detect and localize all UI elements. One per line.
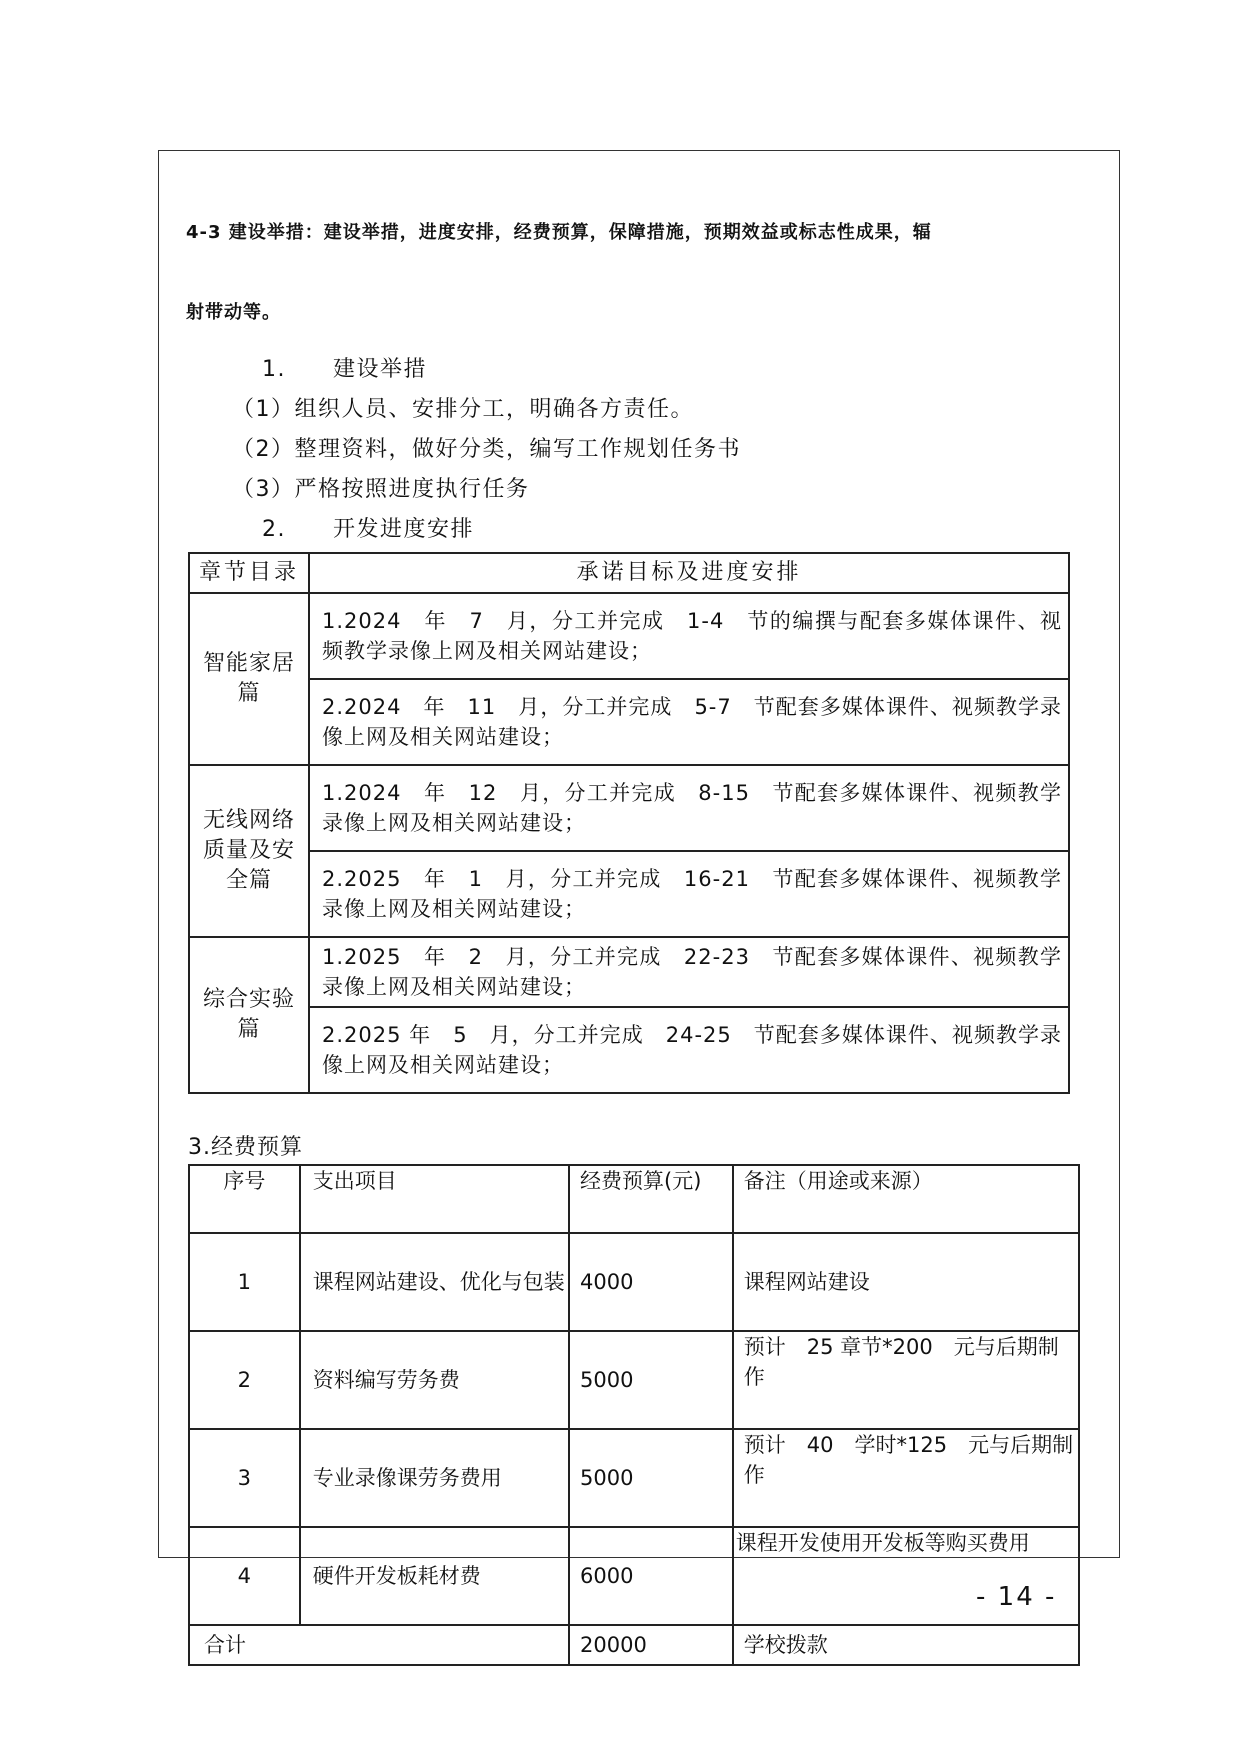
budget-no-cell: 2: [189, 1331, 300, 1429]
task-cell: 2.2024 年 11 月，分工并完成 5-7 节配套多媒体课件、视频教学录像上网及相关网站建设；: [309, 679, 1069, 765]
budget-total-label: 合计: [189, 1625, 569, 1665]
budget-no-cell: 4: [189, 1527, 300, 1625]
task-cell: 2.2025 年 5 月，分工并完成 24-25 节配套多媒体课件、视频教学录像上网及相关网站建设；: [309, 1007, 1069, 1093]
budget-note-cell: 预计 40 学时*125 元与后期制作: [733, 1429, 1079, 1527]
budget-amount-cell: 5000: [569, 1429, 733, 1527]
budget-total-amount: 20000: [569, 1625, 733, 1665]
budget-total-note: 学校拨款: [733, 1625, 1079, 1665]
budget-item-cell: 硬件开发板耗材费: [300, 1527, 569, 1625]
measures-item-1: （1）组织人员、安排分工，明确各方责任。: [232, 397, 694, 422]
section-heading-line1: 4-3 建设举措：建设举措，进度安排，经费预算，保障措施，预期效益或标志性成果，辐: [186, 222, 932, 243]
budget-note-cell: 课程网站建设: [733, 1233, 1079, 1331]
budget-item-cell: 课程网站建设、优化与包装: [300, 1233, 569, 1331]
task-cell: 1.2024 年 7 月，分工并完成 1-4 节的编撰与配套多媒体课件、视频教学录像上网及相关网站建设；: [309, 593, 1069, 679]
schedule-header-plan: 承诺目标及进度安排: [309, 553, 1069, 593]
measures-item-3: （3）严格按照进度执行任务: [232, 477, 530, 502]
budget-amount-cell: 4000: [569, 1233, 733, 1331]
budget-title: 3.经费预算: [188, 1135, 303, 1160]
budget-note-cell: 课程开发使用开发板等购买费用: [733, 1527, 1079, 1625]
budget-item-cell: 专业录像课劳务费用: [300, 1429, 569, 1527]
chapter-cell: 无线网络质量及安全篇: [189, 765, 309, 937]
budget-no-cell: 3: [189, 1429, 300, 1527]
chapter-cell: 综合实验篇: [189, 937, 309, 1093]
task-cell: 1.2024 年 12 月，分工并完成 8-15 节配套多媒体课件、视频教学录像上网及相关网站建设；: [309, 765, 1069, 851]
measures-title: 1. 建设举措: [262, 357, 427, 382]
budget-header-item: 支出项目: [300, 1165, 569, 1233]
budget-header-no: 序号: [189, 1165, 300, 1233]
task-cell: 1.2025 年 2 月，分工并完成 22-23 节配套多媒体课件、视频教学录像上网及相关网站建设；: [309, 937, 1069, 1007]
schedule-header-chapter: 章节目录: [189, 553, 309, 593]
section-heading-line2: 射带动等。: [186, 302, 281, 323]
task-cell: 2.2025 年 1 月，分工并完成 16-21 节配套多媒体课件、视频教学录像上网及相关网站建设；: [309, 851, 1069, 937]
budget-header-note: 备注（用途或来源）: [733, 1165, 1079, 1233]
budget-table: [188, 1164, 1080, 1666]
budget-header-amount: 经费预算(元): [569, 1165, 733, 1233]
schedule-title: 2. 开发进度安排: [262, 517, 474, 542]
chapter-cell: 智能家居篇: [189, 593, 309, 765]
budget-item-cell: 资料编写劳务费: [300, 1331, 569, 1429]
budget-amount-cell: 5000: [569, 1331, 733, 1429]
budget-no-cell: 1: [189, 1233, 300, 1331]
page-number: - 14 -: [976, 1582, 1057, 1612]
budget-note-cell: 预计 25 章节*200 元与后期制作: [733, 1331, 1079, 1429]
schedule-table: [188, 552, 1070, 1094]
budget-amount-cell: 6000: [569, 1527, 733, 1625]
measures-item-2: （2）整理资料，做好分类，编写工作规划任务书: [232, 437, 741, 462]
